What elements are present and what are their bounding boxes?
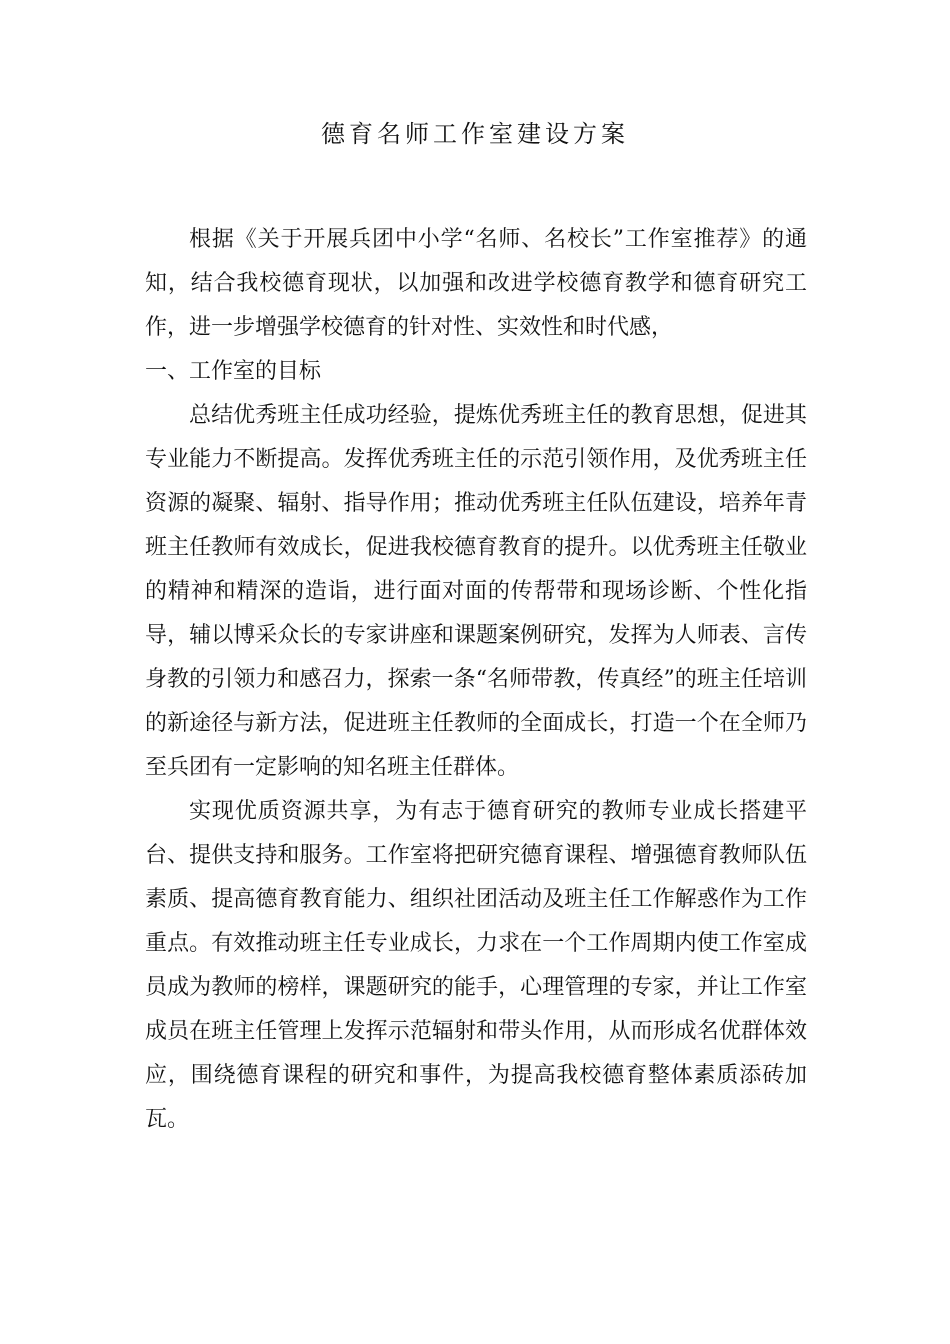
section-heading-goals: 一、工作室的目标 [145, 359, 322, 384]
goals-paragraph-2: 实现优质资源共享，为有志于德育研究的教师专业成长搭建平台、提供支持和服务。工作室将把研究德育课程、增强德育教师队伍素质、提高德育教育能力、组织社团活动及班主任工作解惑作为工作重点。有效推动班主任专业成长，力求在一个工作周期内使工作室成员成为教师的榜样，课题研究的能手，心理管理的专家，并让工作室成员在班主任管理上发挥示范辐射和带头作用，从而形成名优群体效应，围绕德育课程的研究和事件，为提高我校德育整体素质添砖加瓦。 [145, 799, 807, 1132]
document-title: 德育名师工作室建设方案 [321, 120, 629, 148]
goals-paragraph-1: 总结优秀班主任成功经验，提炼优秀班主任的教育思想，促进其专业能力不断提高。发挥优秀班主任的示范引领作用，及优秀班主任资源的凝聚、辐射、指导作用；推动优秀班主任队伍建设，培养年青班主任教师有效成长，促进我校德育教育的提升。以优秀班主任敬业的精神和精深的造诣，进行面对面的传帮带和现场诊断、个性化指导，辅以博采众长的专家讲座和课题案例研究，发挥为人师表、言传身教的引领力和感召力，探索一条“名师带教，传真经”的班主任培训的新途径与新方法，促进班主任教师的全面成长，打造一个在全师乃至兵团有一定影响的知名班主任群体。 [145, 403, 807, 780]
intro-paragraph: 根据《关于开展兵团中小学“名师、名校长”工作室推荐》的通知，结合我校德育现状，以加强和改进学校德育教学和德育研究工作，进一步增强学校德育的针对性、实效性和时代感， [145, 227, 807, 340]
document-body [145, 218, 807, 1142]
